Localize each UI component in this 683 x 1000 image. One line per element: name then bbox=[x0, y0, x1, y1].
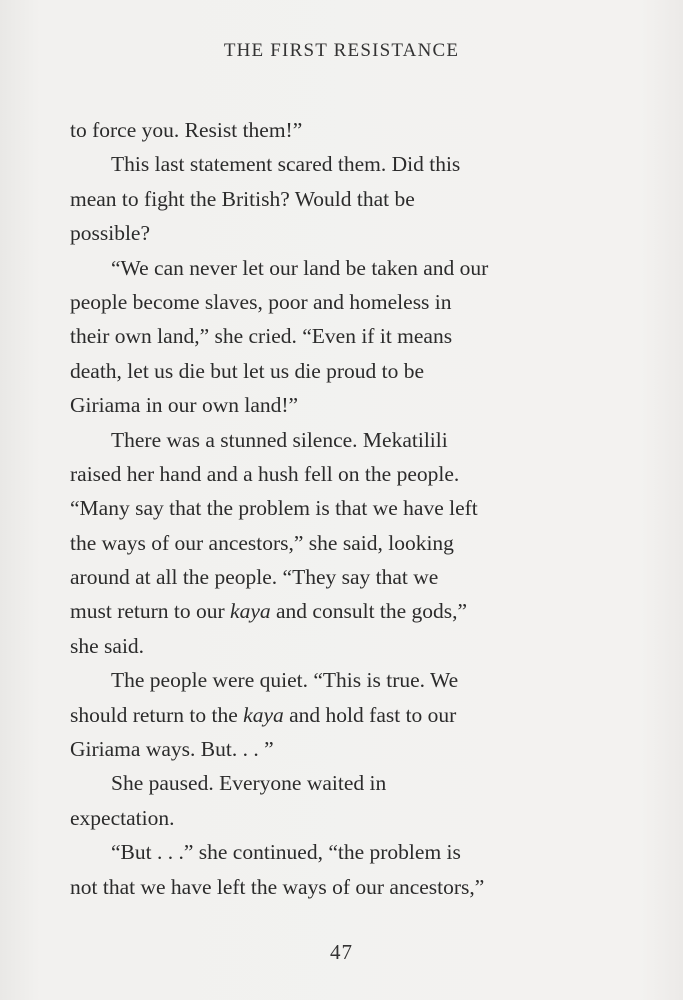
text-segment: and consult the gods,” bbox=[270, 599, 468, 624]
text-line bbox=[70, 870, 590, 904]
text-segment: Giriama in our own land!” bbox=[70, 393, 299, 418]
text-segment: she said. bbox=[70, 633, 145, 658]
text-line bbox=[70, 491, 590, 525]
text-segment: raised her hand and a hush fell on the people. bbox=[70, 461, 460, 486]
text-line bbox=[70, 423, 590, 457]
body-text bbox=[70, 113, 590, 904]
text-segment: possible? bbox=[70, 221, 151, 246]
text-segment: their own land,” she cried. “Even if it means bbox=[70, 324, 453, 349]
text-line bbox=[70, 216, 590, 250]
text-line bbox=[70, 766, 590, 800]
text-segment: “We can never let our land be taken and our bbox=[111, 255, 489, 280]
text-segment: must return to our bbox=[70, 599, 231, 624]
italic-term: kaya bbox=[243, 702, 284, 727]
text-segment: Giriama ways. But. . . ” bbox=[70, 737, 274, 762]
text-segment: expectation. bbox=[70, 805, 175, 830]
text-segment: to force you. Resist them!” bbox=[70, 118, 303, 142]
text-line bbox=[70, 457, 590, 491]
text-line bbox=[70, 629, 590, 663]
page-number: 47 bbox=[330, 940, 353, 964]
text-segment: “Many say that the problem is that we have left bbox=[70, 496, 478, 521]
text-line bbox=[70, 835, 590, 869]
text-line bbox=[70, 698, 590, 732]
text-line bbox=[70, 182, 590, 216]
text-segment: The people were quiet. “This is true. We bbox=[111, 668, 459, 693]
text-segment: mean to fight the British? Would that be bbox=[70, 186, 415, 211]
text-segment: and hold fast to our bbox=[283, 702, 457, 727]
text-line bbox=[70, 113, 590, 147]
text-line bbox=[70, 801, 590, 835]
text-line bbox=[70, 147, 590, 181]
text-segment: She paused. Everyone waited in bbox=[111, 771, 387, 796]
text-line bbox=[70, 594, 590, 628]
text-line bbox=[70, 388, 590, 422]
text-line bbox=[70, 526, 590, 560]
running-head: THE FIRST RESISTANCE bbox=[223, 40, 460, 61]
text-line bbox=[70, 732, 590, 766]
text-line bbox=[70, 354, 590, 388]
text-line bbox=[70, 285, 590, 319]
text-line bbox=[70, 663, 590, 697]
text-segment: people become slaves, poor and homeless in bbox=[70, 289, 452, 314]
text-segment: not that we have left the ways of our ancestors,” bbox=[70, 874, 485, 899]
text-segment: should return to the bbox=[70, 702, 244, 727]
text-segment: “But . . .” she continued, “the problem is bbox=[111, 840, 461, 865]
italic-term: kaya bbox=[230, 599, 271, 624]
text-segment: the ways of our ancestors,” she said, looking bbox=[70, 530, 454, 555]
text-line bbox=[70, 319, 590, 353]
text-segment: There was a stunned silence. Mekatilili bbox=[111, 427, 448, 452]
text-line bbox=[70, 560, 590, 594]
text-segment: This last statement scared them. Did this bbox=[111, 152, 461, 177]
text-segment: around at all the people. “They say that we bbox=[70, 565, 439, 590]
text-line bbox=[70, 251, 590, 285]
text-segment: death, let us die but let us die proud to be bbox=[70, 358, 425, 383]
